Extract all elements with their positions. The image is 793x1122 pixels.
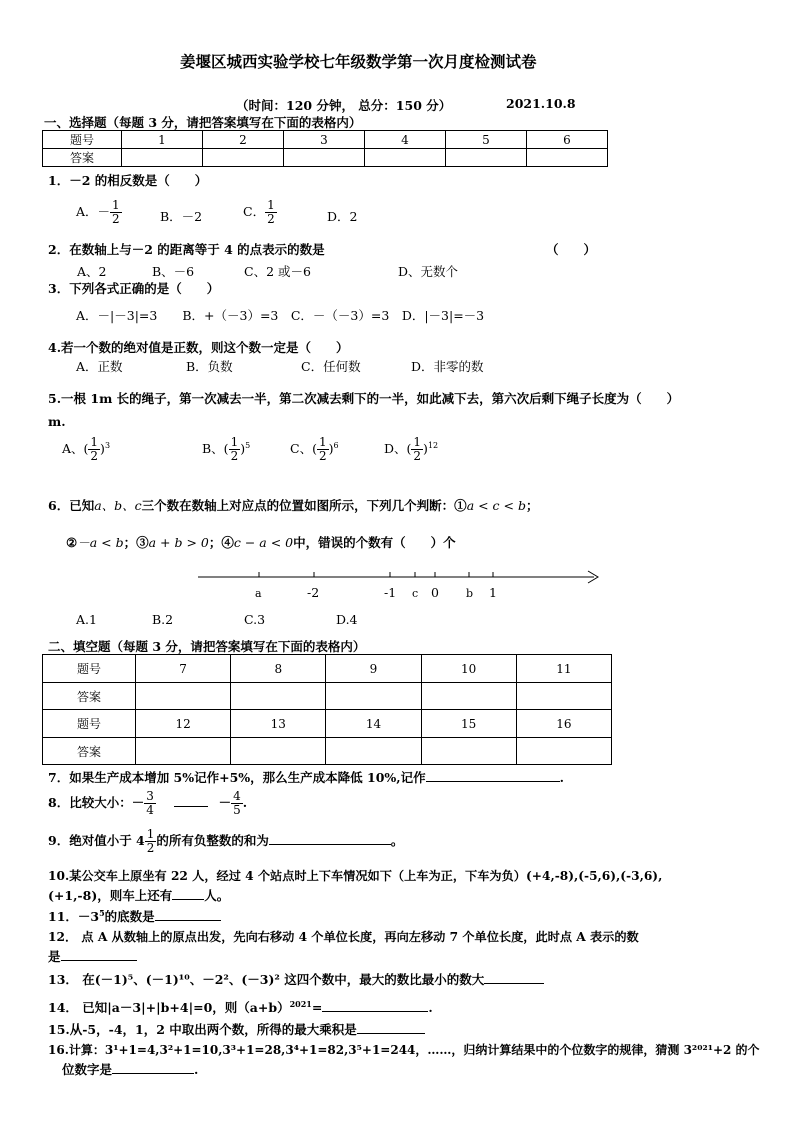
exam-date: 2021.10.8 xyxy=(506,96,576,111)
q4-option-d: D．非零的数 xyxy=(411,359,484,374)
q1-option-d: D．2 xyxy=(327,209,358,224)
answer-blank[interactable] xyxy=(172,887,204,900)
answer-blank[interactable] xyxy=(357,1021,425,1034)
q4-stem: 4.若一个数的绝对值是正数，则这个数一定是（ ） xyxy=(48,340,349,355)
table1-label-no: 题号 xyxy=(43,131,122,149)
table2-number: 13 xyxy=(231,710,326,738)
answer-cell[interactable] xyxy=(365,149,446,167)
table2-label-no: 题号 xyxy=(43,655,136,683)
table1-number: 3 xyxy=(284,131,365,149)
q1-option-a: A．－ xyxy=(76,204,111,219)
answer-blank[interactable] xyxy=(174,794,208,807)
page-title: 姜堰区城西实验学校七年级数学第一次月度检测试卷 xyxy=(180,52,537,71)
answer-cell[interactable] xyxy=(516,738,611,765)
q5-option-c: C、( $\frac{1}{2}$ )$^6$ xyxy=(290,435,339,463)
table2-label-no: 题号 xyxy=(43,710,136,738)
axis-label-0: 0 xyxy=(431,585,439,600)
q15: 15.从-5，-4，1，2 中取出两个数，所得的最大乘积是 xyxy=(48,1020,425,1038)
answer-cell[interactable] xyxy=(516,683,611,710)
q2-paren: （ ） xyxy=(546,242,597,257)
q6-judgments: ②－a < b；③a + b > 0；④c − a < 0中，错误的个数有（ ）个 xyxy=(66,535,456,550)
answer-cell[interactable] xyxy=(421,683,516,710)
axis-label-a: a xyxy=(255,587,262,600)
q6-option-a: A.1 xyxy=(76,612,97,627)
table1-number: 6 xyxy=(527,131,608,149)
exam-info: （时间：120 分钟， 总分：150 分） xyxy=(236,98,452,113)
axis-label-b: b xyxy=(466,587,474,600)
q11: 11．$-3^5$的底数是 xyxy=(48,907,221,925)
q4-option-a: A．正数 xyxy=(76,359,123,374)
q7: 7．如果生产成本增加 5%记作+5%，那么生产成本降低 10%,记作 . xyxy=(48,770,565,785)
q16-line2: 位数字是 . xyxy=(62,1062,199,1077)
section2-heading: 二、填空题（每题 3 分，请把答案填写在下面的表格内） xyxy=(48,639,366,654)
q10-line2: (+1,-8)，则车上还有 人。 xyxy=(48,888,230,903)
axis-label-neg1: -1 xyxy=(384,585,397,600)
answer-blank[interactable] xyxy=(155,908,221,921)
answer-table-2 xyxy=(42,654,612,765)
q1-stem: 1．－2 的相反数是（ ） xyxy=(48,173,208,188)
answer-cell[interactable] xyxy=(326,683,421,710)
q6-option-d: D.4 xyxy=(336,612,358,627)
q2-option-d: D、无数个 xyxy=(398,264,459,279)
answer-blank[interactable] xyxy=(322,999,428,1012)
q10-line1: 10.某公交车上原坐有 22 人，经过 4 个站点时上下车情况如下（上车为正，下车为负）(+4,-8),(-5,6),(-3,6), xyxy=(48,869,663,883)
fraction: $\frac{1}{2}$ xyxy=(267,198,275,226)
q2-option-a: A、2 xyxy=(77,264,107,279)
answer-cell[interactable] xyxy=(231,738,326,765)
answer-blank[interactable] xyxy=(61,948,137,961)
table2-number: 11 xyxy=(516,655,611,683)
q6-option-c: C.3 xyxy=(244,612,266,627)
answer-blank[interactable] xyxy=(112,1061,194,1074)
number-line xyxy=(190,565,610,605)
q12-line2: 是 xyxy=(48,947,137,965)
answer-cell[interactable] xyxy=(203,149,284,167)
answer-cell[interactable] xyxy=(326,738,421,765)
table2-label-ans: 答案 xyxy=(43,683,136,710)
q2-option-b: B、－6 xyxy=(152,264,195,279)
answer-blank[interactable] xyxy=(484,971,544,984)
answer-cell[interactable] xyxy=(446,149,527,167)
answer-blank[interactable] xyxy=(269,832,391,845)
q13: 13． 在(－1)⁵、(－1)¹⁰、－2²、(－3)² 这四个数中，最大的数比最小的数大 xyxy=(48,970,544,988)
table2-number: 15 xyxy=(421,710,516,738)
answer-cell[interactable] xyxy=(527,149,608,167)
q2-stem: 2．在数轴上与－2 的距离等于 4 的点表示的数是 xyxy=(48,242,325,257)
q5-option-b: B、( $\frac{1}{2}$ )$^5$ xyxy=(202,435,251,463)
answer-blank[interactable] xyxy=(426,769,560,782)
answer-cell[interactable] xyxy=(122,149,203,167)
table1-number: 2 xyxy=(203,131,284,149)
axis-label-1: 1 xyxy=(489,585,497,600)
q5-option-a: A、( $\frac{1}{2}$ )$^3$ xyxy=(62,435,111,463)
table2-number: 9 xyxy=(326,655,421,683)
table2-number: 16 xyxy=(516,710,611,738)
table2-number: 10 xyxy=(421,655,516,683)
q9: 9．绝对值小于 4 $\frac{1}{2}$ 的所有负整数的和为 。 xyxy=(48,827,404,855)
section1-heading: 一、选择题（每题 3 分，请把答案填写在下面的表格内） xyxy=(44,115,362,130)
q3-options: A．－|－3|=3 B．+（－3）=3 C．－（－3）=3 D．|－3|=－3 xyxy=(76,308,485,323)
q16-line1: 16.计算：3¹+1=4,3²+1=10,3³+1=28,3⁴+1=82,3⁵+1=244，……，归纳计算结果中的个位数字的规律，猜测 3²⁰²¹+2 的个 xyxy=(48,1043,760,1057)
answer-cell[interactable] xyxy=(136,738,231,765)
q5-option-d: D、( $\frac{1}{2}$ )$^{12}$ xyxy=(384,435,439,463)
table1-label-ans: 答案 xyxy=(43,149,122,167)
q1-options xyxy=(76,199,122,226)
answer-cell[interactable] xyxy=(231,683,326,710)
q6-stem: 6．已知a、b、c三个数在数轴上对应点的位置如图所示，下列几个判断：①a < c < b； xyxy=(48,498,539,513)
q14: 14． 已知|a－3|+|b+4|=0，则$(a+b)^{2021}=$ . xyxy=(48,998,433,1015)
q8: 8．比较大小：－ $\frac{3}{4}$ － $\frac{4}{5}$ . xyxy=(48,789,248,817)
q5-unit: m. xyxy=(48,414,66,429)
answer-cell[interactable] xyxy=(421,738,516,765)
table1-number: 1 xyxy=(122,131,203,149)
table2-number: 14 xyxy=(326,710,421,738)
table1-number: 5 xyxy=(446,131,527,149)
q6-option-b: B.2 xyxy=(152,612,174,627)
answer-table-1 xyxy=(42,130,608,167)
table2-number: 7 xyxy=(136,655,231,683)
answer-cell[interactable] xyxy=(284,149,365,167)
q4-option-c: C．任何数 xyxy=(301,359,361,374)
table2-label-ans: 答案 xyxy=(43,738,136,765)
q3-stem: 3．下列各式正确的是（ ） xyxy=(48,281,220,296)
q1-options-c: C． $\frac{1}{2}$ xyxy=(243,198,275,226)
answer-cell[interactable] xyxy=(136,683,231,710)
q4-option-b: B．负数 xyxy=(186,359,233,374)
axis-label-neg2: -2 xyxy=(307,585,320,600)
fraction: $\frac{1}{2}$ xyxy=(112,198,120,226)
table2-number: 8 xyxy=(231,655,326,683)
q2-option-c: C、2 或－6 xyxy=(244,264,311,279)
q5-stem: 5.一根 1m 长的绳子，第一次减去一半，第二次减去剩下的一半，如此减下去，第六次后剩下绳子长度为（ ） xyxy=(48,391,680,406)
q12-line1: 12． 点 A 从数轴上的原点出发，先向右移动 4 个单位长度，再向左移动 7 个单位长度，此时点 A 表示的数 xyxy=(48,930,639,944)
table1-number: 4 xyxy=(365,131,446,149)
axis-label-c: c xyxy=(412,587,419,600)
q1-option-b: B．－2 xyxy=(160,209,203,224)
table2-number: 12 xyxy=(136,710,231,738)
